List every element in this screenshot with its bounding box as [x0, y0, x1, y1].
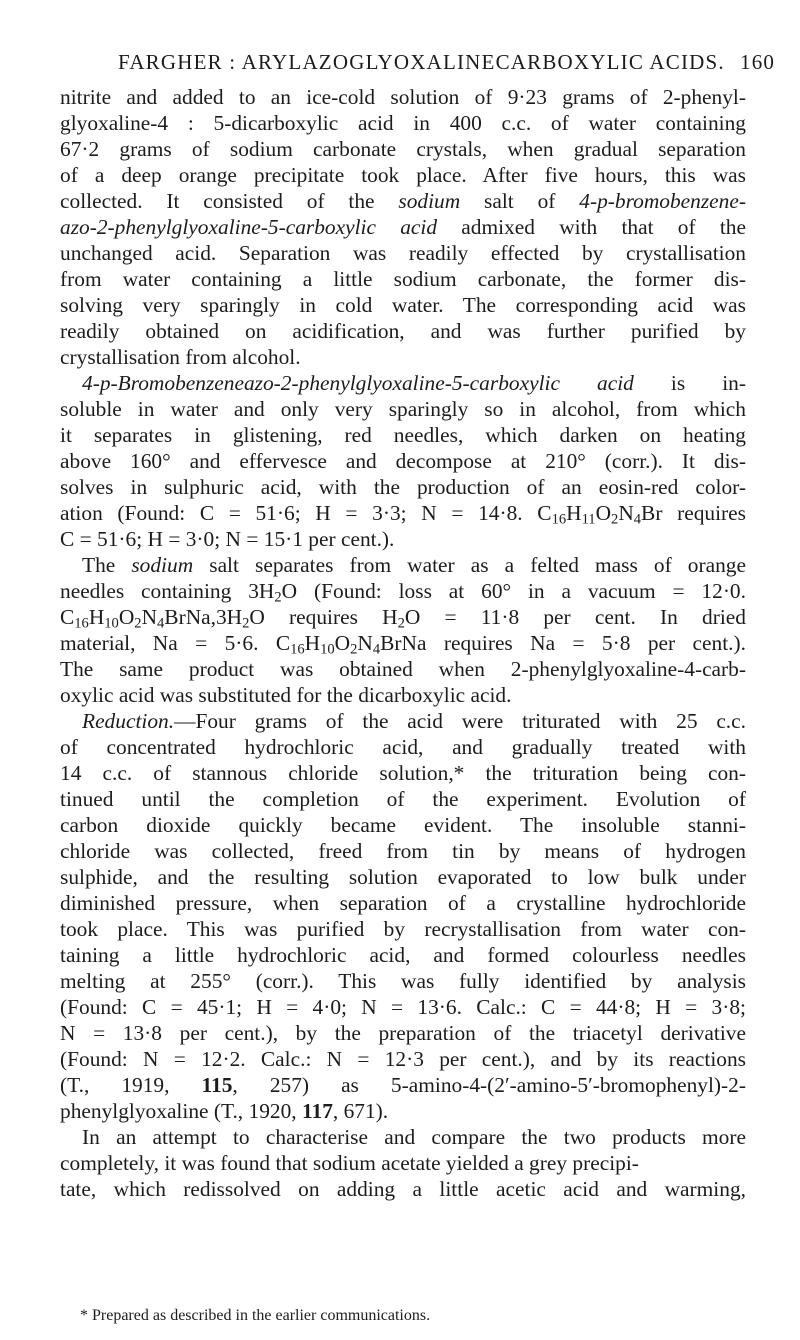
text-line: ation (Found: C = 51·6; H = 3·3; N = 14·8. $C_{16}H_{11}O_2N_4Br$ requires	[60, 501, 746, 528]
text-line: C = 51·6; H = 3·0; N = 15·1 per cent.).	[60, 527, 395, 551]
text-line: crystallisation from alcohol.	[60, 345, 301, 369]
text-line: In an attempt to characterise and compare the two products more	[82, 1125, 746, 1149]
text-line: material, Na = 5·6. $C_{16}H_{10}O_2N_4BrNa$ requires Na = 5·8 per cent.).	[60, 631, 746, 658]
text-line: azo-2-phenylglyoxaline-5-carboxylic acid admixed with that of the	[60, 215, 746, 239]
text-line: solving very sparingly in cold water. The corresponding acid was	[60, 293, 746, 317]
running-header	[118, 50, 776, 75]
text-line: nitrite and added to an ice-cold solution of 9·23 grams of 2-phenyl-	[60, 85, 746, 109]
text-line: taining a little hydrochloric acid, and formed colourless needles	[60, 943, 746, 967]
text-line: (Found: C = 45·1; H = 4·0; N = 13·6. Calc.: C = 44·8; H = 3·8;	[60, 995, 746, 1019]
text-line: glyoxaline-4 : 5-dicarboxylic acid in 400 c.c. of water containing	[60, 111, 746, 135]
text-line: tate, which redissolved on adding a little acetic acid and warming,	[60, 1177, 746, 1201]
text-line: diminished pressure, when separation of a crystalline hydrochloride	[60, 891, 746, 915]
text-line: it separates in glistening, red needles, which darken on heating	[60, 423, 746, 447]
text-line: The sodium salt separates from water as a felted mass of orange	[82, 553, 746, 577]
text-line: from water containing a little sodium carbonate, the former dis-	[60, 267, 746, 291]
footnote: * Prepared as described in the earlier communications.	[80, 1307, 431, 1324]
text-line: completely, it was found that sodium acetate yielded a grey precipi-	[60, 1151, 639, 1175]
text-line: unchanged acid. Separation was readily effected by crystallisation	[60, 241, 746, 265]
text-line: chloride was collected, freed from tin by means of hydrogen	[60, 839, 746, 863]
text-line: of concentrated hydrochloric acid, and gradually treated with	[60, 735, 746, 759]
text-line: readily obtained on acidification, and was further purified by	[60, 319, 746, 343]
running-title: FARGHER : ARYLAZOGLYOXALINECARBOXYLIC ACIDS.	[118, 50, 725, 74]
text-line: above 160° and effervesce and decompose at 210° (corr.). It dis-	[60, 449, 746, 473]
page-number: 160	[740, 50, 776, 74]
text-line: (T., 1919, 115, 257) as 5-amino-4-(2′-amino-5′-bromophenyl)-2-	[60, 1073, 746, 1097]
text-line: The same product was obtained when 2-phenylglyoxaline-4-carb-	[60, 657, 746, 681]
text-line: tinued until the completion of the experiment. Evolution of	[60, 787, 746, 811]
text-line: N = 13·8 per cent.), by the preparation of the triacetyl derivative	[60, 1021, 746, 1045]
text-line: Reduction.—Four grams of the acid were triturated with 25 c.c.	[82, 709, 746, 733]
text-line: oxylic acid was substituted for the dicarboxylic acid.	[60, 683, 512, 707]
text-line: soluble in water and only very sparingly so in alcohol, from which	[60, 397, 746, 421]
text-line: (Found: N = 12·2. Calc.: N = 12·3 per cent.), and by its reactions	[60, 1047, 746, 1071]
text-line: 67·2 grams of sodium carbonate crystals, when gradual separation	[60, 137, 746, 161]
text-line: phenylglyoxaline (T., 1920, 117, 671).	[60, 1099, 389, 1123]
article-body	[60, 84, 746, 1202]
text-line: sulphide, and the resulting solution evaporated to low bulk under	[60, 865, 746, 889]
text-line: solves in sulphuric acid, with the production of an eosin-red color-	[60, 475, 746, 499]
text-line: 14 c.c. of stannous chloride solution,* the trituration being con-	[60, 761, 746, 785]
text-line: collected. It consisted of the sodium salt of 4-p-bromobenzene-	[60, 189, 746, 213]
text-line: $C_{16}H_{10}O_2N_4BrNa,3H_2O$ requires $H_2O = 11\cdot 8$ per cent. In dried	[60, 605, 746, 632]
text-line: took place. This was purified by recrystallisation from water con-	[60, 917, 746, 941]
text-line: melting at 255° (corr.). This was fully identified by analysis	[60, 969, 746, 993]
text-line: needles containing $3H_2O$ (Found: loss at 60° in a vacuum = 12·0.	[60, 579, 746, 606]
text-line: of a deep orange precipitate took place. After five hours, this was	[60, 163, 746, 187]
text-line: carbon dioxide quickly became evident. The insoluble stanni-	[60, 813, 746, 837]
text-line: 4-p-Bromobenzeneazo-2-phenylglyoxaline-5-carboxylic acid is in-	[82, 371, 746, 395]
